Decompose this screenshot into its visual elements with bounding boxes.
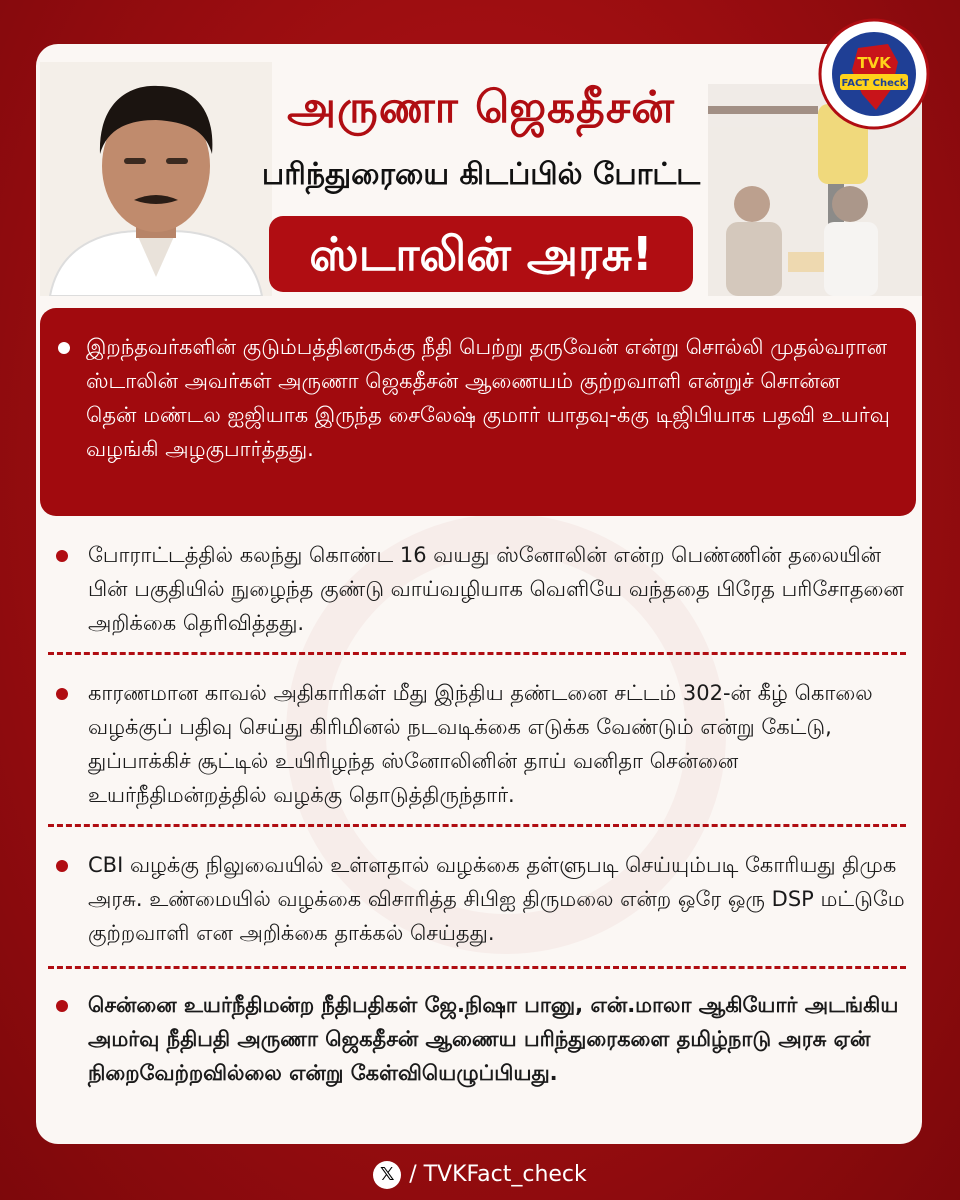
x-icon[interactable]: 𝕏	[373, 1161, 401, 1189]
bullet-dot	[56, 860, 68, 872]
point-text: காரணமான காவல் அதிகாரிகள் மீது இந்திய தண்டனை சட்டம் 302-ன் கீழ் கொலை வழக்குப் பதிவு செய்து கிரிமினல் நடவடிக்கை எடுக்க வேண்டும் என்று கேட்டு, துப்பாக்கிச் சூட்டில் உயிரிழந்த ஸ்னோலினின் தாய் வனிதா சென்னை உயர்நீதிமன்றத்தில் வழக்கு தொடுத்திருந்தார்.	[88, 681, 873, 807]
point-text: போராட்டத்தில் கலந்து கொண்ட 16 வயது ஸ்னோலின் என்ற பெண்ணின் தலையின் பின் பகுதியில் நுழைந்த குண்டு வாய்வழியாக வெளியே வந்ததை பிரேத பரிசோதனை அறிக்கை தெரிவித்தது.	[88, 543, 904, 635]
dashed-divider	[48, 966, 906, 969]
bullet-dot	[56, 688, 68, 700]
highlight-text: இறந்தவர்களின் குடும்பத்தினருக்கு நீதி பெற்று தருவேன் என்று சொல்லி முதல்வரான ஸ்டாலின் அவர்கள் அருணா ஜெகதீசன் ஆணையம் குற்றவாளி என்றுச் சொன்ன தென் மண்டல ஐஜியாக இருந்த சைலேஷ் குமார் யாதவு-க்கு டிஜிபியாக பதவி உயர்வு வழங்கி அழகுபார்த்தது.	[86, 335, 890, 461]
list-item	[52, 676, 912, 812]
bullet-dot	[56, 550, 68, 562]
tvk-fact-check-logo	[818, 18, 930, 130]
point-text: CBI வழக்கு நிலுவையில் உள்ளதால் வழக்கை தள்ளுபடி செய்யும்படி கோரியது திமுக அரசு. உண்மையில் வழக்கை விசாரித்த சிபிஐ திருமலை என்ற ஒரே ஒரு DSP மட்டுமே குற்றவாளி என அறிக்கை தாக்கல் செய்தது.	[88, 853, 905, 945]
title-line-2: பரிந்துரையை கிடப்பில் போட்ட	[261, 157, 701, 192]
point-text: சென்னை உயர்நீதிமன்ற நீதிபதிகள் ஜே.நிஷா பானு, என்.மாலா ஆகியோர் அடங்கிய அமர்வு நீதிபதி அருணா ஜெகதீசன் ஆணைய பரிந்துரைகளை தமிழ்நாடு அரசு ஏன் நிறைவேற்றவில்லை என்று கேள்வியெழுப்பியது.	[88, 993, 899, 1085]
content-card	[36, 44, 922, 1144]
title-line-1: அருணா ஜெகதீசன்	[287, 82, 675, 133]
dashed-divider	[48, 824, 906, 827]
title-line-3-banner: ஸ்டாலின் அரசு!	[269, 216, 693, 292]
bullet-dot	[56, 1000, 68, 1012]
list-item	[52, 848, 912, 950]
header	[36, 44, 922, 296]
portrait-image	[40, 62, 272, 296]
logo-text-top: TVK	[857, 54, 891, 72]
logo-text-bottom: FACT Check	[841, 78, 907, 89]
list-item	[52, 988, 912, 1090]
list-item	[52, 538, 912, 640]
dashed-divider	[48, 652, 906, 655]
footer	[0, 1150, 960, 1200]
social-handle[interactable]: / TVKFact_check	[409, 1162, 587, 1187]
highlight-point	[40, 308, 916, 516]
bullet-dot	[58, 342, 70, 354]
